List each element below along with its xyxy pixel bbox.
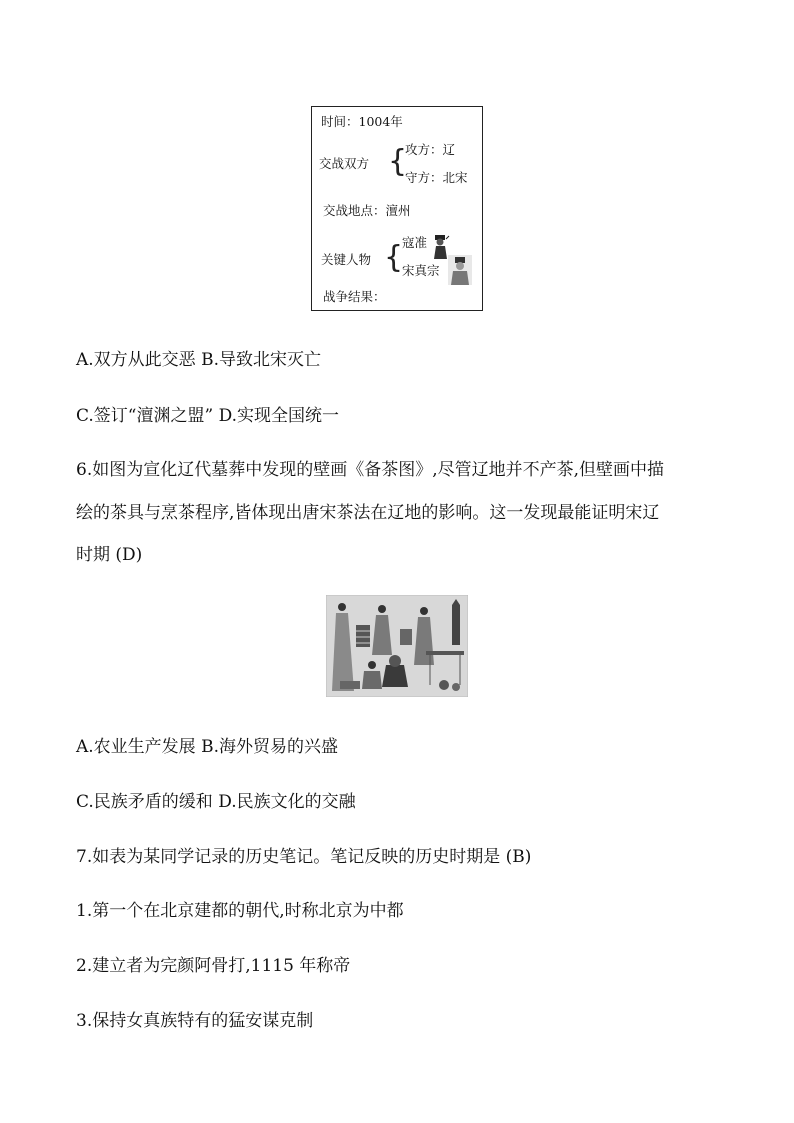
q6-stem-line1: 6.如图为宣化辽代墓葬中发现的壁画《备茶图》,尽管辽地并不产茶,但壁画中描 <box>76 460 665 480</box>
sides-label: 交战双方 <box>319 156 370 171</box>
war-info-figure <box>311 106 483 311</box>
people-label: 关键人物 <box>321 252 372 267</box>
q6-stem-line3: 时期 (D) <box>76 545 143 565</box>
person1-name: 寇准 <box>402 235 428 250</box>
tea-mural-image <box>326 595 468 697</box>
song-zhenzong-portrait-icon <box>448 255 472 285</box>
q7-note2: 2.建立者为完颜阿骨打,1115 年称帝 <box>76 956 351 976</box>
defender-line: 守方：北宋 <box>405 170 468 185</box>
time-line: 时间：1004年 <box>321 114 403 129</box>
attacker-line: 攻方：辽 <box>405 142 456 157</box>
q7-note1: 1.第一个在北京建都的朝代,时称北京为中都 <box>76 901 404 921</box>
brace-sides: { <box>388 144 408 179</box>
q6-options-line2: C.民族矛盾的缓和 D.民族文化的交融 <box>76 792 356 812</box>
q5-options-line1: A.双方从此交恶 B.导致北宋灭亡 <box>76 350 321 370</box>
q5-options-line2: C.签订“澶渊之盟” D.实现全国统一 <box>76 406 340 426</box>
location-line: 交战地点：澶州 <box>323 203 411 218</box>
brace-people: { <box>384 240 404 275</box>
q6-stem-line2: 绘的茶具与烹茶程序,皆体现出唐宋茶法在辽地的影响。这一发现最能证明宋辽 <box>76 503 660 523</box>
q7-stem: 7.如表为某同学记录的历史笔记。笔记反映的历史时期是 (B) <box>76 847 532 867</box>
q6-options-line1: A.农业生产发展 B.海外贸易的兴盛 <box>76 737 338 757</box>
person2-name: 宋真宗 <box>402 263 440 278</box>
q7-note3: 3.保持女真族特有的猛安谋克制 <box>76 1011 314 1031</box>
result-line: 战争结果： <box>323 289 386 304</box>
